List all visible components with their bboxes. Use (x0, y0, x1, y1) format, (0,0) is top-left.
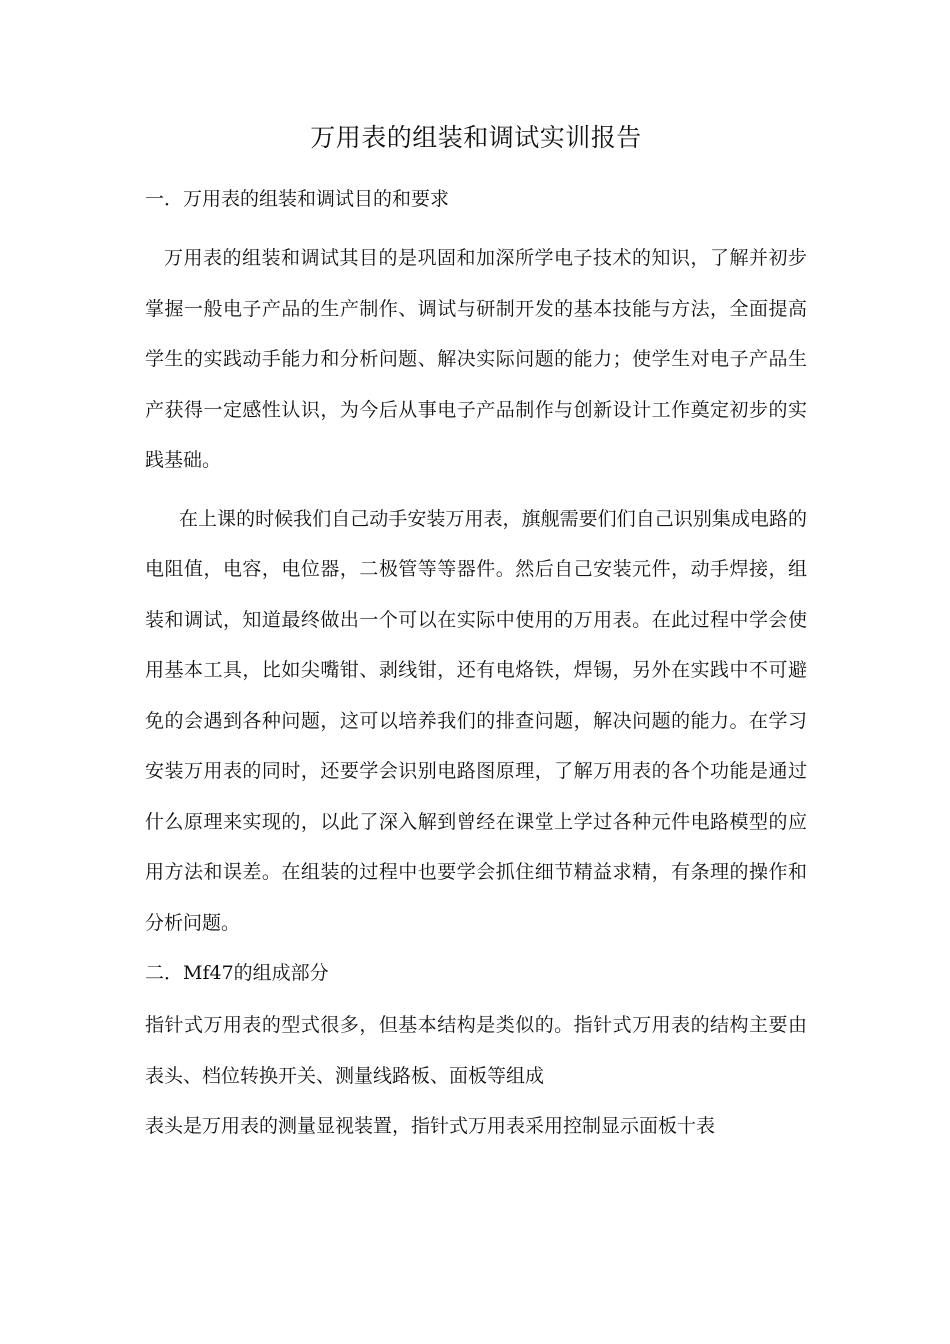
paragraph-multimeter-structure: 指针式万用表的型式很多，但基本结构是类似的。指针式万用表的结构主要由表头、档位转换开关、测量线路板、面板等组成 (145, 1014, 807, 1087)
document-body (145, 118, 807, 1152)
paragraph-meter-head: 表头是万用表的测量显视装置，指针式万用表采用控制显示面板十表 (145, 1115, 716, 1137)
section-heading-purpose: 一．万用表的组装和调试目的和要求 (145, 188, 450, 210)
section-heading-components: 二．Mf47的组成部分 (145, 962, 329, 984)
document-title: 万用表的组装和调试实训报告 (310, 123, 642, 152)
paragraph-purpose-overview: 万用表的组装和调试其目的是巩固和加深所学电子技术的知识，了解并初步掌握一般电子产品的生产制作、调试与研制开发的基本技能与方法，全面提高学生的实践动手能力和分析问题、解决实际问题的能力；使学生对电子产品生产获得一定感性认识，为今后从事电子产品制作与创新设计工作奠定初步的实践基础。 (145, 247, 807, 471)
paragraph-assembly-practice: 在上课的时候我们自己动手安装万用表，旗舰需要们们自己识别集成电路的电阻值，电容，电位器，二极管等等器件。然后自己安装元件，动手焊接，组装和调试，知道最终做出一个可以在实际中使用的万用表。在此过程中学会使用基本工具，比如尖嘴钳、剥线钳，还有电烙铁，焊锡，另外在实践中不可避免的会遇到各种问题，这可以培养我们的排查问题，解决问题的能力。在学习安装万用表的同时，还要学会识别电路图原理，了解万用表的各个功能是通过什么原理来实现的，以此了深入解到曾经在课堂上学过各种元件电路模型的应用方法和误差。在组装的过程中也要学会抓住细节精益求精，有条理的操作和分析问题。 (145, 507, 807, 934)
